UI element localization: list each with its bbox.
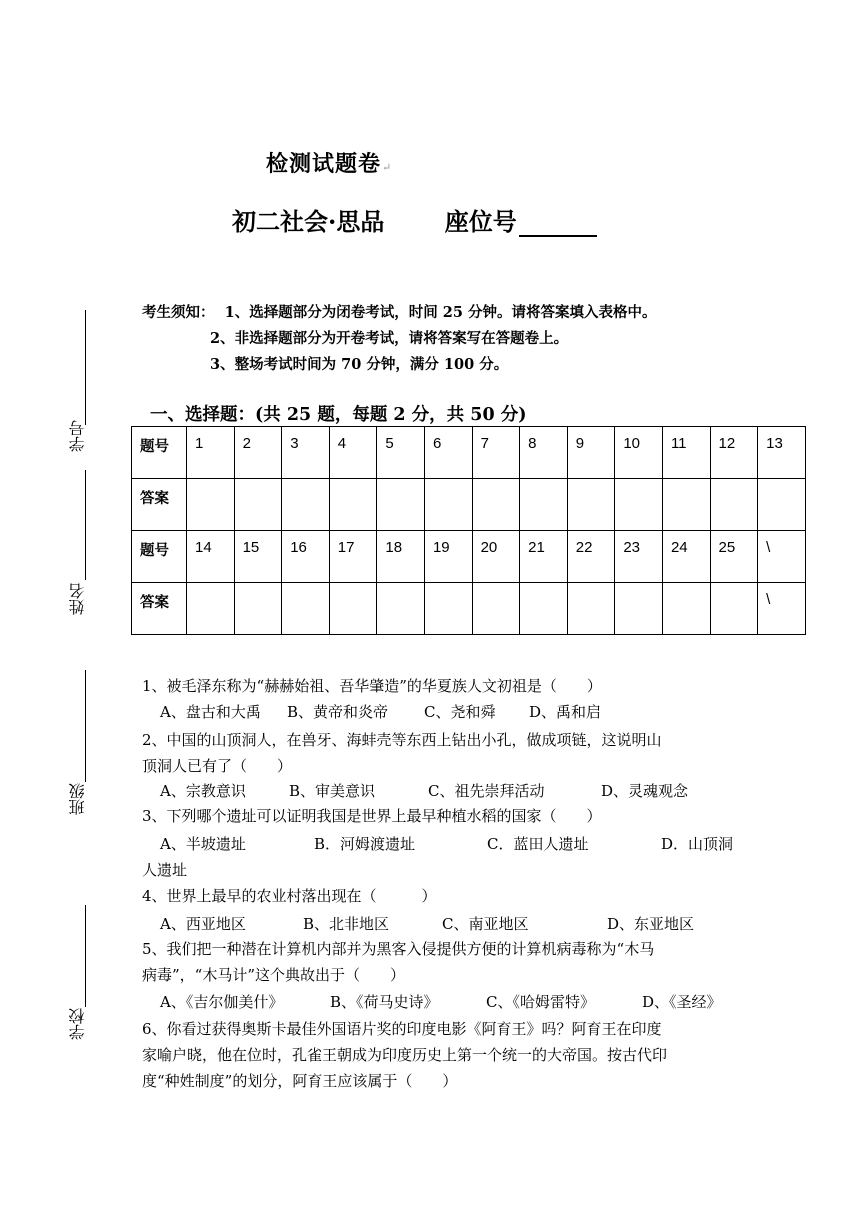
notice-text-1: 1、选择题部分为闭卷考试，时间 25 分钟。请将答案填入表格中。: [224, 304, 657, 321]
answer-cell[interactable]: [567, 479, 615, 531]
binding-line: [85, 670, 86, 782]
binding-line: [85, 905, 86, 1007]
number-cell: 2: [234, 427, 282, 479]
answer-cell[interactable]: [567, 583, 615, 635]
option: D．山顶洞: [661, 835, 734, 853]
answer-header-cell: 答案: [132, 479, 187, 531]
option: B、黄帝和炎帝: [287, 703, 389, 721]
number-cell: 23: [615, 531, 663, 583]
number-cell: 9: [567, 427, 615, 479]
answer-cell[interactable]: [710, 583, 758, 635]
answer-cell[interactable]: [187, 479, 235, 531]
answer-cell[interactable]: [424, 583, 472, 635]
seat-number-blank[interactable]: [519, 213, 597, 237]
answer-cell[interactable]: [329, 479, 377, 531]
notice-line-1: [142, 301, 656, 322]
option: A、盘古和大禹: [160, 703, 261, 721]
question-3-option-continuation: 人遗址: [142, 861, 188, 879]
option: D、东亚地区: [607, 915, 695, 933]
number-cell: 5: [377, 427, 425, 479]
answer-header-cell: 答案: [132, 583, 187, 635]
number-cell: 6: [424, 427, 472, 479]
notice-label: 考生须知：: [142, 304, 215, 321]
answer-cell[interactable]: [234, 583, 282, 635]
question-6-stem-line-2: 家喻户晓，他在位时，孔雀王朝成为印度历史上第一个统一的大帝国。按古代印: [142, 1046, 668, 1064]
answer-cell[interactable]: [615, 583, 663, 635]
notice-line-2: 2、非选择题部分为开卷考试，请将答案写在答题卷上。: [210, 330, 569, 347]
answer-cell[interactable]: [329, 583, 377, 635]
option: C、《哈姆雷特》: [486, 993, 595, 1011]
side-label-student-id: 学号: [68, 420, 87, 452]
question-5-stem-line-1: 5、我们把一种潜在计算机内部并为黑客入侵提供方便的计算机病毒称为“木马: [142, 940, 655, 958]
answer-cell-disabled: \: [758, 583, 806, 635]
option: D、禹和启: [529, 703, 602, 721]
option: B、审美意识: [289, 782, 376, 800]
binding-line: [85, 310, 86, 425]
number-cell: 15: [234, 531, 282, 583]
side-label-school: 学校: [68, 1008, 87, 1040]
answer-cell[interactable]: [377, 583, 425, 635]
number-cell: 19: [424, 531, 472, 583]
question-1-stem: 1、被毛泽东称为“赫赫始祖、吾华肇造”的华夏族人文初祖是（ ）: [142, 677, 602, 695]
answer-table: [131, 426, 806, 635]
answer-cell[interactable]: [424, 479, 472, 531]
number-cell: 3: [282, 427, 330, 479]
number-cell: 12: [710, 427, 758, 479]
section-title: 一、选择题：(共 25 题，每题 2 分，共 50 分): [150, 405, 527, 425]
binding-line: [85, 470, 86, 580]
question-6-stem-line-1: 6、你看过获得奥斯卡最佳外国语片奖的印度电影《阿育王》吗？阿育王在印度: [142, 1020, 662, 1038]
option: A、宗教意识: [160, 782, 246, 800]
option: C、南亚地区: [442, 915, 529, 933]
side-label-name: 姓名: [68, 583, 87, 615]
question-2-stem-line-1: 2、中国的山顶洞人，在兽牙、海蚌壳等东西上钻出小孔，做成项链，这说明山: [142, 731, 662, 749]
option: C．蓝田人遗址: [487, 835, 589, 853]
number-cell: 4: [329, 427, 377, 479]
side-label-class: 班级: [68, 783, 87, 815]
answer-cell[interactable]: [472, 479, 520, 531]
number-header-cell: 题号: [132, 427, 187, 479]
option: A、《吉尔伽美什》: [160, 993, 284, 1011]
answer-cell[interactable]: [615, 479, 663, 531]
question-6-stem-line-3: 度“种姓制度”的划分，阿育王应该属于（ ）: [142, 1072, 458, 1090]
option: B、北非地区: [303, 915, 390, 933]
answer-cell[interactable]: [520, 479, 568, 531]
number-cell: 25: [710, 531, 758, 583]
answer-cell[interactable]: [662, 479, 710, 531]
answer-cell[interactable]: [758, 479, 806, 531]
answer-cell[interactable]: [282, 479, 330, 531]
question-5-stem-line-2: 病毒”，“木马计”这个典故出于（ ）: [142, 966, 406, 984]
option: C、祖先崇拜活动: [428, 782, 545, 800]
option: B．河姆渡遗址: [314, 835, 416, 853]
option: C、尧和舜: [424, 703, 496, 721]
question-4-stem: 4、世界上最早的农业村落出现在（ ）: [142, 887, 437, 905]
question-3-stem: 3、下列哪个遗址可以证明我国是世界上最早种植水稻的国家（ ）: [142, 807, 602, 825]
exam-title: [266, 147, 392, 178]
number-cell: \: [758, 531, 806, 583]
number-cell: 8: [520, 427, 568, 479]
answer-cell[interactable]: [472, 583, 520, 635]
number-cell: 7: [472, 427, 520, 479]
answer-cell[interactable]: [234, 479, 282, 531]
number-cell: 20: [472, 531, 520, 583]
paragraph-mark: ↵: [382, 161, 393, 174]
question-2-stem-line-2: 顶洞人已有了（ ）: [142, 757, 293, 775]
option: D、《圣经》: [642, 993, 722, 1011]
option: A、西亚地区: [160, 915, 246, 933]
number-cell: 18: [377, 531, 425, 583]
notice-line-3: 3、整场考试时间为 70 分钟，满分 100 分。: [210, 356, 509, 373]
answer-cell[interactable]: [377, 479, 425, 531]
number-cell: 1: [187, 427, 235, 479]
exam-title-text: 检测试题卷: [266, 151, 382, 177]
answer-cell[interactable]: [662, 583, 710, 635]
table-row: [132, 479, 806, 531]
number-cell: 10: [615, 427, 663, 479]
number-header-cell: 题号: [132, 531, 187, 583]
number-cell: 22: [567, 531, 615, 583]
exam-subtitle: [232, 202, 597, 237]
answer-cell[interactable]: [710, 479, 758, 531]
number-cell: 21: [520, 531, 568, 583]
subject-label: 初二社会·思品: [232, 207, 385, 236]
answer-cell[interactable]: [187, 583, 235, 635]
answer-cell[interactable]: [282, 583, 330, 635]
option: B、《荷马史诗》: [330, 993, 439, 1011]
number-cell: 16: [282, 531, 330, 583]
number-cell: 17: [329, 531, 377, 583]
option: A、半坡遗址: [160, 835, 246, 853]
number-cell: 14: [187, 531, 235, 583]
number-cell: 11: [662, 427, 710, 479]
table-row: [132, 583, 806, 635]
number-cell: 24: [662, 531, 710, 583]
answer-cell[interactable]: [520, 583, 568, 635]
option: D、灵魂观念: [601, 782, 689, 800]
number-cell: 13: [758, 427, 806, 479]
table-row: [132, 531, 806, 583]
seat-number-label: 座位号: [444, 207, 517, 236]
table-row: [132, 427, 806, 479]
